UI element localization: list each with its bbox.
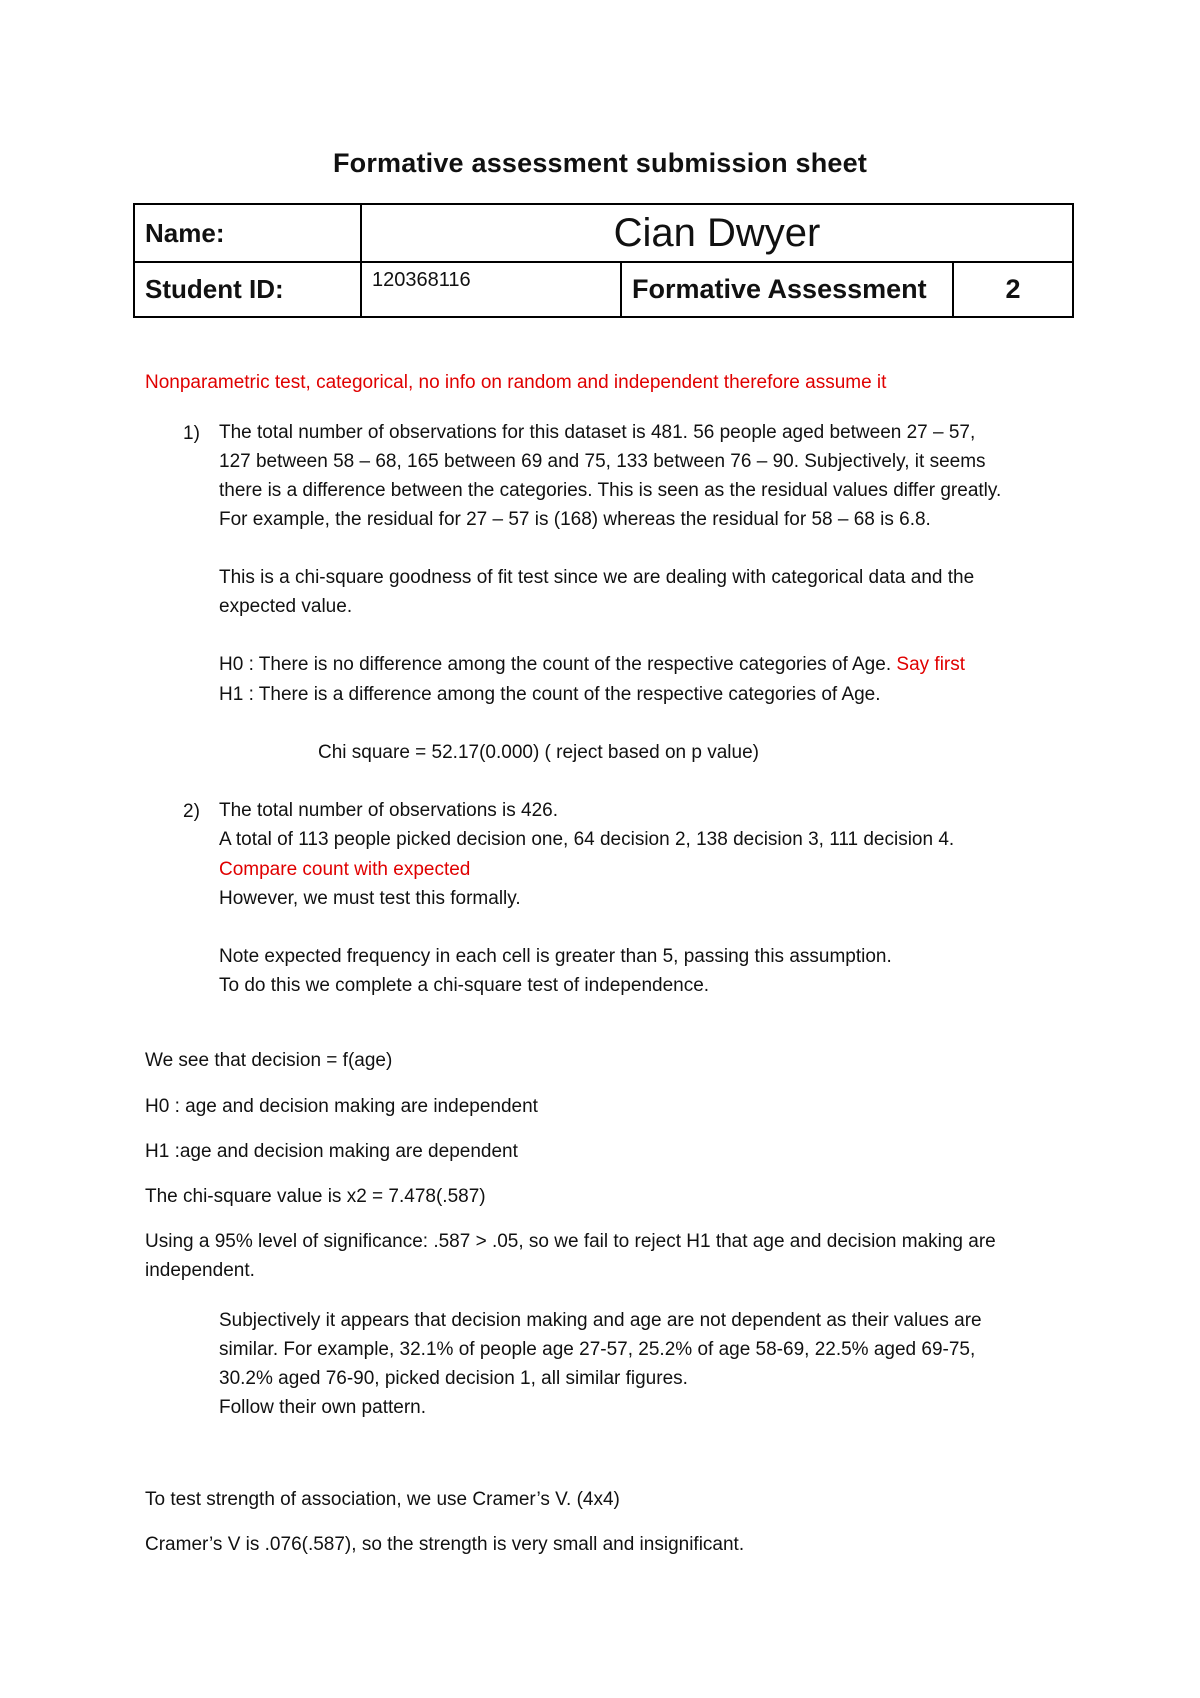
name-label: Name: [134, 204, 361, 262]
q1-line: there is a difference between the categories. This is seen as the residual values differ greatly. [219, 480, 1002, 501]
student-id-value: 120368116 [361, 262, 621, 317]
significance-line: Using a 95% level of significance: .587 > .05, so we fail to reject H1 that age and decision making are [145, 1231, 996, 1252]
q1-h1: H1 : There is a difference among the count of the respective categories of Age. [219, 684, 881, 705]
subjective-line: 30.2% aged 76-90, picked decision 1, all similar figures. [219, 1368, 688, 1389]
subjective-line: Follow their own pattern. [219, 1397, 426, 1418]
assessment-label: Formative Assessment [621, 262, 953, 317]
q1-test-line: expected value. [219, 596, 353, 617]
significance-line: independent. [145, 1260, 255, 1281]
q1-line: For example, the residual for 27 – 57 is (168) whereas the residual for 58 – 68 is 6.8. [219, 509, 931, 530]
assessment-number: 2 [953, 262, 1073, 317]
page-title: Formative assessment submission sheet [332, 148, 868, 178]
body-h1: H1 :age and decision making are dependent [145, 1141, 518, 1162]
q1-h0-text: H0 : There is no difference among the count of the respective categories of Age. [219, 654, 892, 675]
name-value: Cian Dwyer [361, 204, 1073, 262]
q2-line: A total of 113 people picked decision one, 64 decision 2, 138 decision 3, 111 decision 4. [219, 829, 955, 850]
q1-line: 127 between 58 – 68, 165 between 69 and 75, 133 between 76 – 90. Subjectively, it seems [219, 451, 986, 472]
q1-test-line: This is a chi-square goodness of fit test since we are dealing with categorical data and the [219, 567, 975, 588]
q2-line: To do this we complete a chi-square test of independence. [219, 975, 710, 996]
chi-square-value: The chi-square value is x2 = 7.478(.587) [145, 1186, 486, 1207]
student-id-label: Student ID: [134, 262, 361, 317]
subjective-line: similar. For example, 32.1% of people age 27-57, 25.2% of age 58-69, 22.5% aged 69-75, [219, 1339, 976, 1360]
cramer-result: Cramer’s V is .076(.587), so the strength is very small and insignificant. [145, 1534, 745, 1555]
q2-line: The total number of observations is 426. [219, 800, 559, 821]
red-note-nonparametric: Nonparametric test, categorical, no info on random and independent therefore assume it [145, 372, 887, 393]
q1-h0-note: Say first [896, 654, 966, 675]
q2-number: 2) [183, 801, 200, 822]
q1-line: The total number of observations for this dataset is 481. 56 people aged between 27 – 57, [219, 422, 976, 443]
q2-line: However, we must test this formally. [219, 888, 521, 909]
q1-h0 [219, 650, 965, 679]
cramer-intro: To test strength of association, we use Cramer’s V. (4x4) [145, 1489, 620, 1510]
decision-function: We see that decision = f(age) [145, 1050, 393, 1071]
q2-red-note: Compare count with expected [219, 859, 471, 880]
q1-chi-square: Chi square = 52.17(0.000) ( reject based on p value) [318, 742, 759, 763]
subjective-line: Subjectively it appears that decision making and age are not dependent as their values are [219, 1310, 982, 1331]
q1-number: 1) [183, 423, 200, 444]
q2-line: Note expected frequency in each cell is greater than 5, passing this assumption. [219, 946, 892, 967]
body-h0: H0 : age and decision making are independent [145, 1096, 538, 1117]
header-table [133, 203, 1074, 318]
